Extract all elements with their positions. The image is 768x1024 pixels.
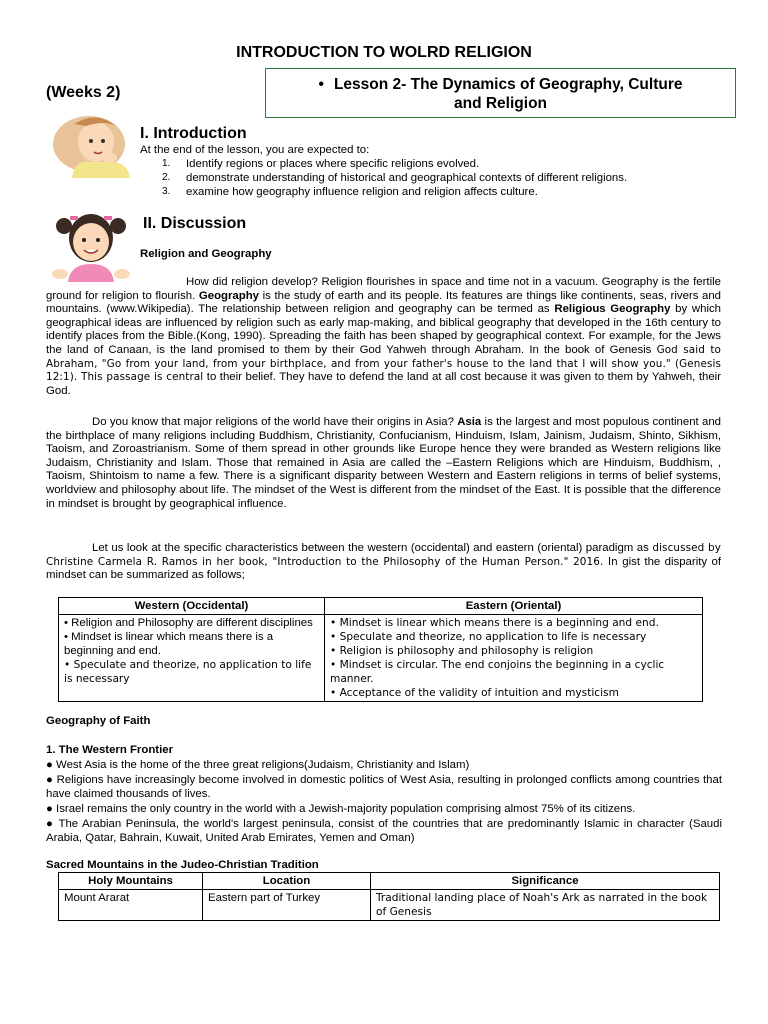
lesson-bullet: • — [318, 76, 324, 93]
lesson-box — [265, 68, 736, 118]
paragraph-asia: Do you know that major religions of the world have their origins in Asia? Asia is the largest and most populous continent and the birthplace of many religions including Buddhism, Christianity, Confucianism, Hinduism, Islam, Jainism, Judaism, Shinto, Sikhism, Taoism, and Zoroastrianism. Some of them spread in other grounds like Europe hence they were branded as Western religions like Judaism, Christianity and Islam. Those that remained in Asia are called the –Eastern Religions which are Hinduism, Buddhism, , Taoism, Shintoism to name a few. There is a significant disparity between Western and Eastern religions in terms of belief systems, worldview and philosophy about life. The mindset of the West is different from the mindset of the East. It is possible that the difference in mindset is brought by geographical influence. — [46, 416, 722, 510]
eastern-cell: • Mindset is linear which means there is a beginning and end. • Speculate and theorize, no application to life is necessary • Religion is philosophy and philosophy is religion • Mindset is circular. The end conjoins the beginning in a cyclic manner. • Acceptance of the validity of intuition and mysticism — [325, 615, 703, 702]
list-item: ● Israel remains the only country in the world with a Jewish-majority population comprising almost 75% of its citizens. — [46, 803, 636, 815]
lesson-title-line2: and Religion — [454, 95, 547, 112]
list-item: ● The Arabian Peninsula, the world's largest peninsula, consist of the countries that are predominantly Islamic in character (Saudi Arabia, Qatar, Bahrain, Kuwait, United Arab Emirates, Yemen and Oman) — [46, 818, 722, 844]
list-item: ● Religions have increasingly become involved in domestic politics of West Asia, resulting in prolonged conflicts among countries that have claimed thousands of lives. — [46, 774, 722, 800]
weeks-label: (Weeks 2) — [46, 84, 121, 101]
western-cell: • Religion and Philosophy are different disciplines • Mindset is linear which means there is a beginning and end. • Speculate and theorize, no application to life is necessary — [59, 615, 325, 702]
geography-of-faith-heading: Geography of Faith — [46, 715, 151, 727]
comparison-table — [58, 597, 703, 702]
list-item: ● West Asia is the home of the three great religions(Judaism, Christianity and Islam) — [46, 759, 470, 771]
smiling-girl-illustration — [48, 208, 134, 282]
religion-geography-subheading: Religion and Geography — [140, 248, 272, 260]
significance-cell: Traditional landing place of Noah's Ark as narrated in the book of Genesis — [371, 890, 720, 921]
mountain-cell: Mount Ararat — [59, 890, 203, 921]
western-header: Western (Occidental) — [59, 598, 325, 615]
introduction-lead: At the end of the lesson, you are expected to: — [140, 144, 370, 156]
table-header-row — [59, 598, 703, 615]
significance-header: Significance — [371, 873, 720, 890]
table-row — [59, 615, 703, 702]
sacred-mountains-table — [58, 872, 720, 921]
holy-mountains-header: Holy Mountains — [59, 873, 203, 890]
location-cell: Eastern part of Turkey — [203, 890, 371, 921]
sacred-mountains-caption: Sacred Mountains in the Judeo-Christian Tradition — [46, 859, 319, 871]
western-frontier-heading: 1. The Western Frontier — [46, 744, 174, 756]
lesson-title-line1: Lesson 2- The Dynamics of Geography, Culture — [333, 76, 683, 93]
paragraph-paradigm: Let us look at the specific characteristics between the western (occidental) and eastern (oriental) paradigm as discussed by Christine Carmela R. Ramos in her book, "Introduction to the Philosophy of the Human Person." 2016. In gist the disparity of mindset can be summarized as follows; — [46, 542, 721, 582]
objectives-list — [140, 157, 627, 199]
discussion-heading: II. Discussion — [143, 215, 247, 232]
table-row — [59, 890, 720, 921]
objective-item: 2. demonstrate understanding of historical and geographical contexts of different religions. — [162, 172, 628, 184]
table-header-row — [59, 873, 720, 890]
location-header: Location — [203, 873, 371, 890]
introduction-heading: I. Introduction — [140, 125, 247, 142]
page-title: INTRODUCTION TO WOLRD RELIGION — [236, 44, 532, 61]
thinking-girl-illustration — [44, 112, 138, 178]
objective-item: 3. examine how geography influence religion and religion affects culture. — [162, 186, 538, 198]
eastern-header: Eastern (Oriental) — [325, 598, 703, 615]
objective-item: 1. Identify regions or places where specific religions evolved. — [162, 158, 480, 170]
paragraph-religion-geography: How did religion develop? Religion flourishes in space and time not in a vacuum. Geography is the fertile ground for religion to flourish. Geography is the study of earth and its people. Its features are things like continents, seas, rivers and mountains. (www.Wikipedia). The relationship between religion and geography can be termed as Religious Geography by which geographical ideas are influenced by religion such as early map-making, and biblical geography that developed in the 16th century to identify places from the Bible.(Kong, 1990). Spreading the faith has been shaped by geographical context. For example, for the Jews the land of Canaan, is the land promised to them by their God Yahweh through Abraham. In the book of Genesis God said to Abraham, "Go from your land, from your birthplace, and from your father's house to the land that I will show you." (Genesis 12:1). This passage is central to their belief. They have to defend the land at all cost because it was given to them by Yahweh, their God. — [46, 276, 722, 397]
